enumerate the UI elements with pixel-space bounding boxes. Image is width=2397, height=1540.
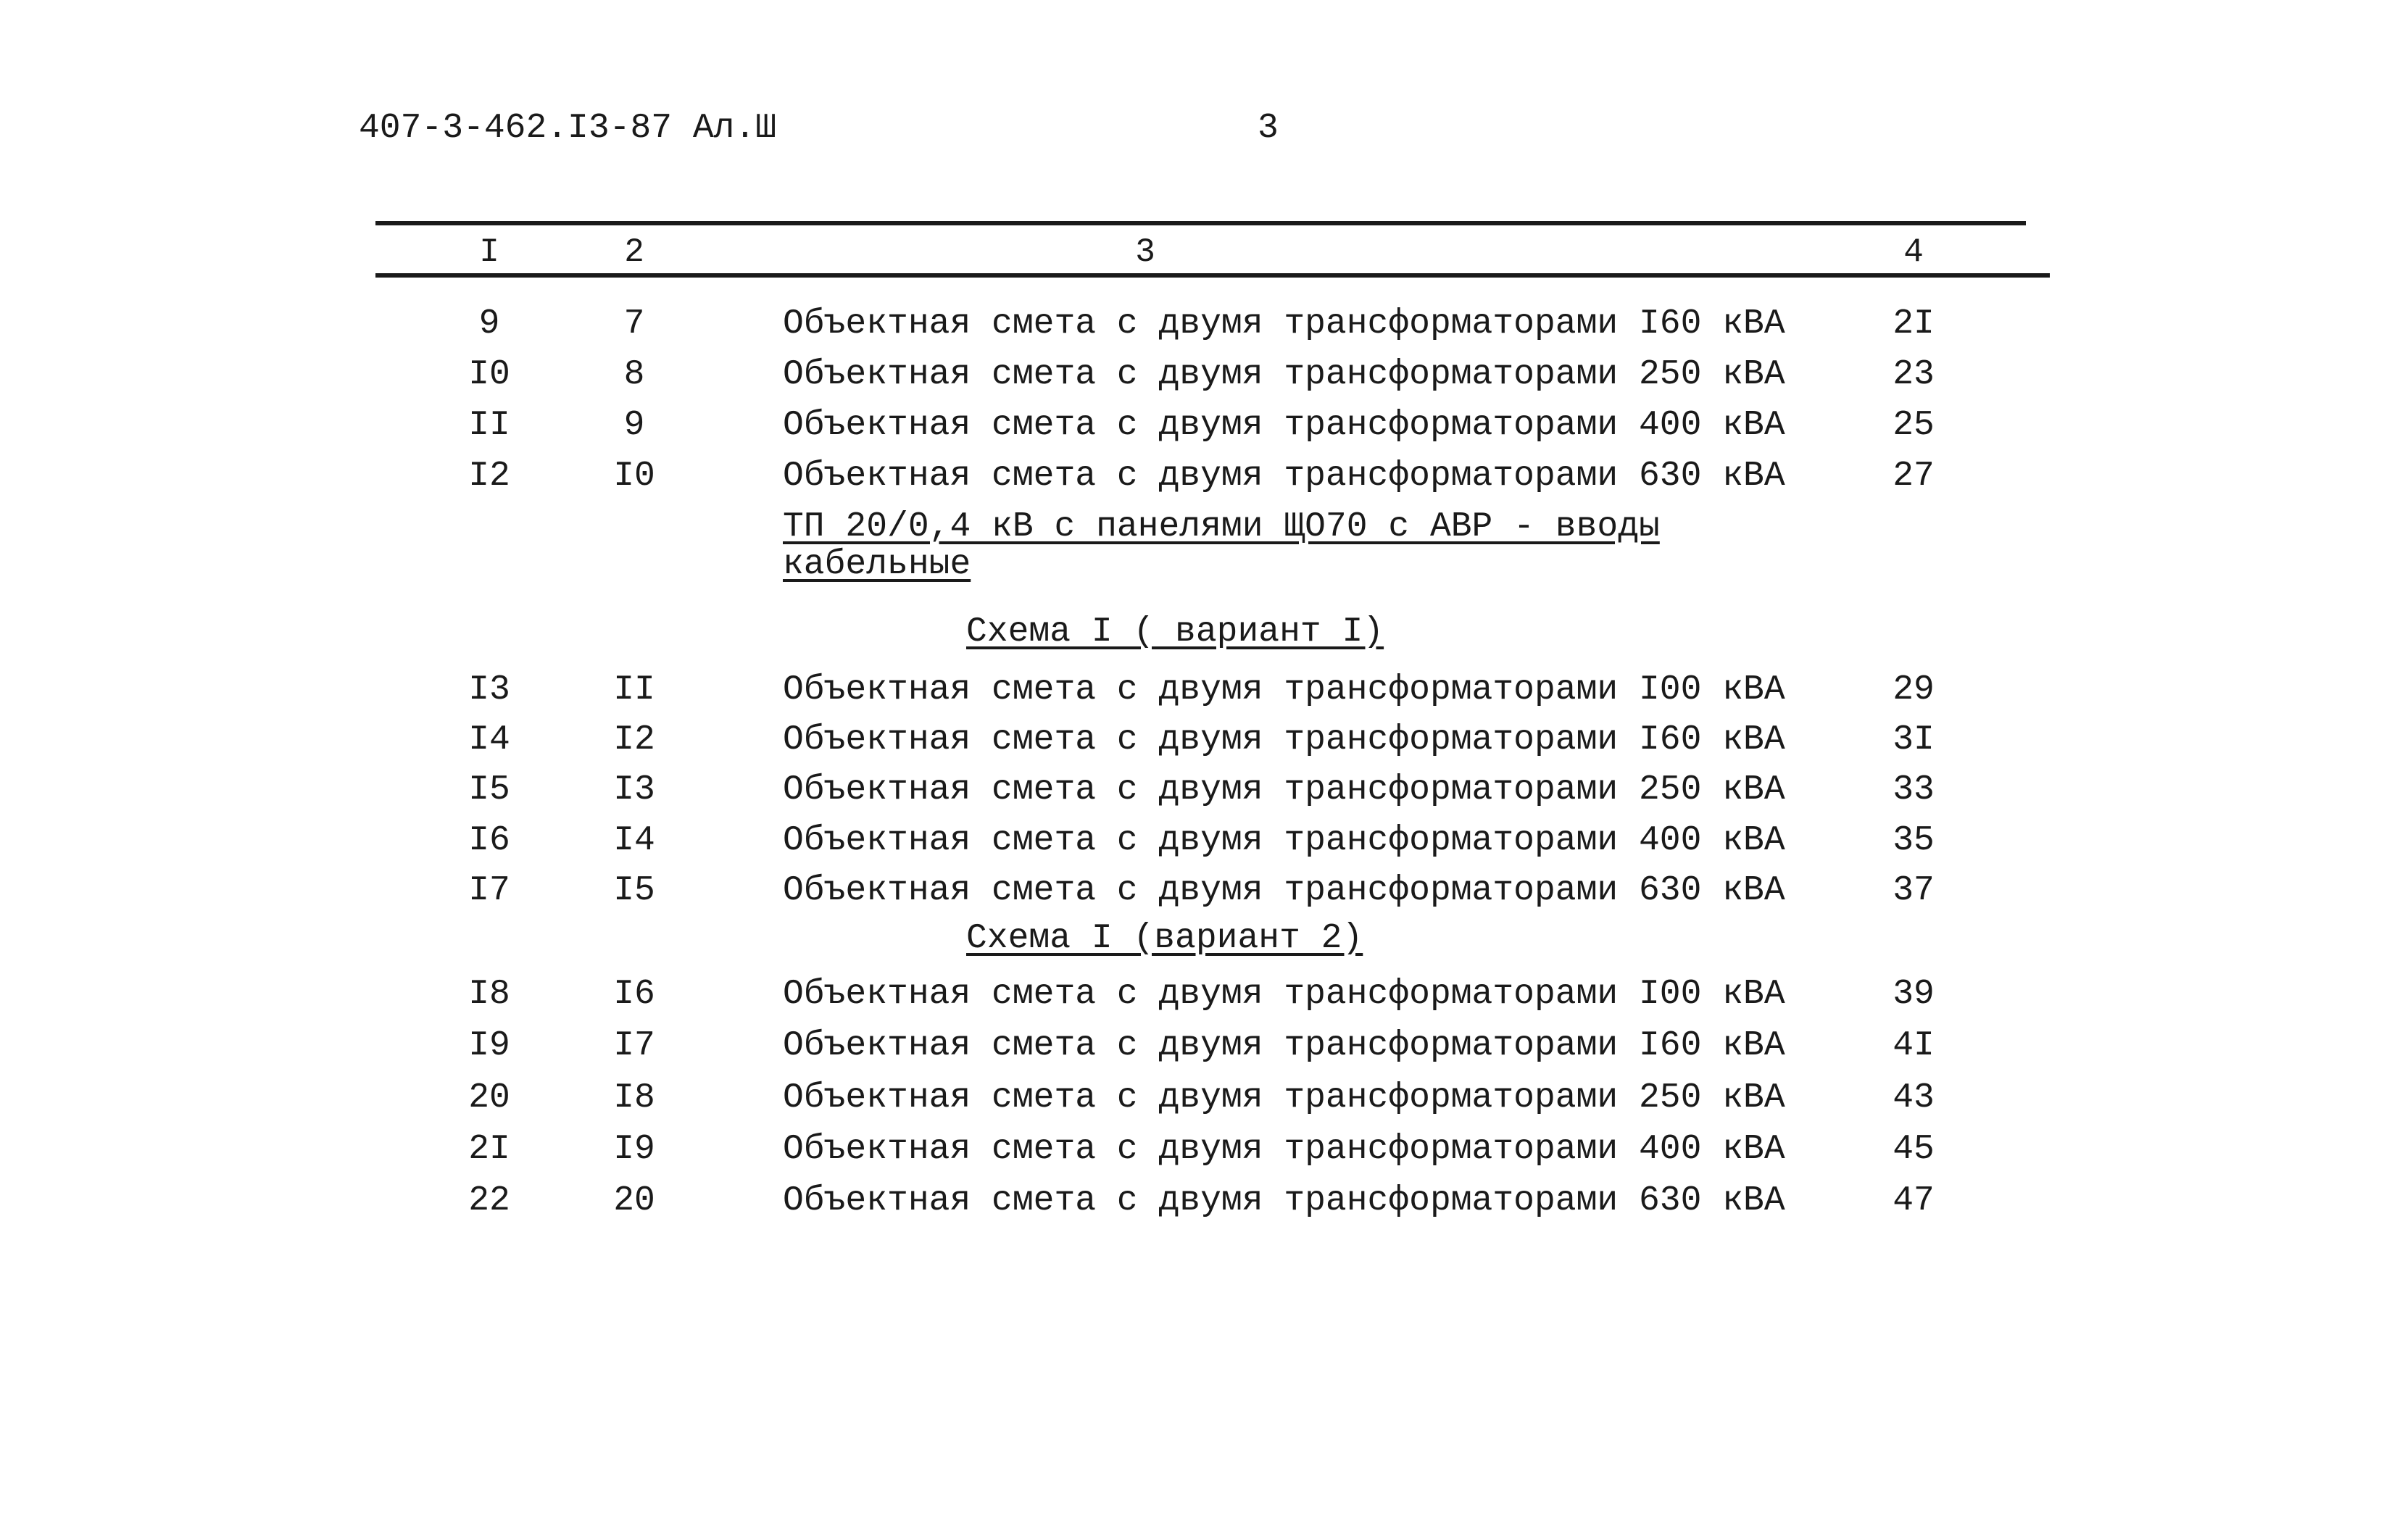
row-description: Объектная смета с двумя трансформаторами 250 кВА [783, 355, 1785, 394]
row-description: Объектная смета с двумя трансформаторами I60 кВА [783, 304, 1785, 344]
estimate-number: I4 [613, 821, 655, 860]
row-number: 2I [468, 1130, 510, 1169]
table-row [0, 670, 2397, 721]
estimate-number: 8 [623, 355, 645, 394]
table-row [0, 720, 2397, 771]
row-page: 45 [1893, 1130, 1935, 1169]
table-row [0, 770, 2397, 821]
row-number: I7 [468, 871, 510, 910]
estimate-number: 20 [613, 1181, 655, 1220]
column-header-2: 2 [624, 233, 644, 271]
section-title-line-2: кабельные [783, 545, 971, 584]
section-title-line-1: ТП 20/0,4 кВ с панелями ЩО70 с АВР - вводы [783, 507, 1660, 546]
row-description: Объектная смета с двумя трансформаторами 400 кВА [783, 821, 1785, 860]
estimate-number: I3 [613, 770, 655, 809]
row-page: 39 [1893, 975, 1935, 1014]
row-description: Объектная смета с двумя трансформаторами 250 кВА [783, 1078, 1785, 1117]
row-page: 4I [1893, 1026, 1935, 1065]
estimate-number: 7 [623, 304, 645, 344]
row-number: 9 [478, 304, 500, 344]
estimate-number: I5 [613, 871, 655, 910]
row-description: Объектная смета с двумя трансформаторами 400 кВА [783, 406, 1785, 445]
row-description: Объектная смета с двумя трансформаторами I60 кВА [783, 720, 1785, 759]
table-row [0, 406, 2397, 457]
row-description: Объектная смета с двумя трансформаторами 400 кВА [783, 1130, 1785, 1169]
row-page: 29 [1893, 670, 1935, 709]
estimate-number: I0 [613, 457, 655, 496]
table-row [0, 1130, 2397, 1181]
document-code: 407-3-462.I3-87 Ал.Ш [359, 109, 777, 148]
row-description: Объектная смета с двумя трансформаторами I00 кВА [783, 670, 1785, 709]
row-description: Объектная смета с двумя трансформаторами 250 кВА [783, 770, 1785, 809]
row-description: Объектная смета с двумя трансформаторами I00 кВА [783, 975, 1785, 1014]
table-row [0, 457, 2397, 507]
table-top-rule [375, 221, 2026, 225]
table-row [0, 1181, 2397, 1232]
row-number: I2 [468, 457, 510, 496]
row-page: 35 [1893, 821, 1935, 860]
table-row [0, 1078, 2397, 1129]
row-number: 22 [468, 1181, 510, 1220]
scheme-heading-variant-1: Схема I ( вариант I) [966, 612, 1384, 652]
row-number: I6 [468, 821, 510, 860]
table-header-rule [375, 273, 2050, 278]
table-row [0, 871, 2397, 922]
estimate-number: I2 [613, 720, 655, 759]
table-row [0, 821, 2397, 872]
table-row [0, 355, 2397, 406]
table-row [0, 1026, 2397, 1077]
column-header-3: 3 [1135, 233, 1155, 271]
row-number: 20 [468, 1078, 510, 1117]
row-number: I8 [468, 975, 510, 1014]
row-page: 23 [1893, 355, 1935, 394]
row-page: 47 [1893, 1181, 1935, 1220]
estimate-number: I9 [613, 1130, 655, 1169]
estimate-number: I7 [613, 1026, 655, 1065]
row-number: I4 [468, 720, 510, 759]
row-description: Объектная смета с двумя трансформаторами 630 кВА [783, 457, 1785, 496]
row-number: I0 [468, 355, 510, 394]
row-number: II [468, 406, 510, 445]
estimate-number: 9 [623, 406, 645, 445]
row-number: I5 [468, 770, 510, 809]
row-page: 3I [1893, 720, 1935, 759]
table-row [0, 975, 2397, 1025]
row-page: 37 [1893, 871, 1935, 910]
row-description: Объектная смета с двумя трансформаторами I60 кВА [783, 1026, 1785, 1065]
estimate-number: I6 [613, 975, 655, 1014]
row-description: Объектная смета с двумя трансформаторами 630 кВА [783, 871, 1785, 910]
estimate-number: I8 [613, 1078, 655, 1117]
scheme-heading-variant-2: Схема I (вариант 2) [966, 919, 1363, 958]
row-page: 33 [1893, 770, 1935, 809]
row-number: I3 [468, 670, 510, 709]
table-row [0, 304, 2397, 355]
row-page: 2I [1893, 304, 1935, 344]
row-description: Объектная смета с двумя трансформаторами 630 кВА [783, 1181, 1785, 1220]
estimate-number: II [613, 670, 655, 709]
row-page: 27 [1893, 457, 1935, 496]
row-page: 43 [1893, 1078, 1935, 1117]
column-header-4: 4 [1903, 233, 1924, 271]
page-number: 3 [1258, 109, 1279, 148]
row-page: 25 [1893, 406, 1935, 445]
row-number: I9 [468, 1026, 510, 1065]
column-header-1: I [479, 233, 499, 271]
